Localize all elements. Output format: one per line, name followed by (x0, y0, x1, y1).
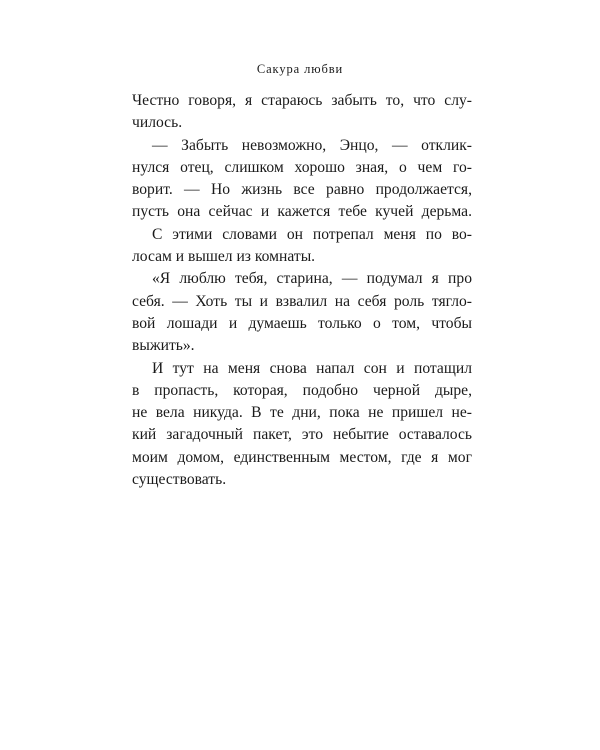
text-line: «Я люблю тебя, старина, — подумал я про (152, 270, 472, 288)
text-line: И тут на меня снова напал сон и потащил (152, 359, 472, 377)
body-text (132, 90, 472, 491)
text-line: лосам и вышел из комнаты. (132, 248, 316, 266)
text-line: ворит. — Но жизнь все равно продолжается, (132, 181, 472, 199)
text-line: С этими словами он потрепал меня по во- (152, 225, 472, 243)
text-line: себя. — Хоть ты и взвалил на себя роль тягло- (132, 292, 472, 310)
text-line: моим домом, единственным местом, где я мог (132, 448, 472, 466)
text-line: вой лошади и думаешь только о том, чтобы (132, 314, 472, 332)
text-line: — Забыть невозможно, Энцо, — отклик- (152, 136, 472, 154)
text-line: нулся отец, слишком хорошо зная, о чем го- (132, 158, 472, 176)
text-line: Честно говоря, я стараюсь забыть то, что слу- (132, 92, 472, 109)
running-head-title: Сакура любви (256, 62, 344, 76)
text-line: не вела никуда. В те дни, пока не пришел не- (132, 404, 472, 422)
text-line: в пропасть, которая, подобно черной дыре, (132, 381, 472, 399)
text-line: пусть она сейчас и кажется тебе кучей дерьма. (132, 203, 472, 221)
text-line: кий загадочный пакет, это небытие оставалось (132, 426, 472, 444)
text-line: чилось. (132, 114, 183, 132)
text-line: выжить». (132, 337, 195, 355)
text-line: существовать. (132, 471, 227, 489)
